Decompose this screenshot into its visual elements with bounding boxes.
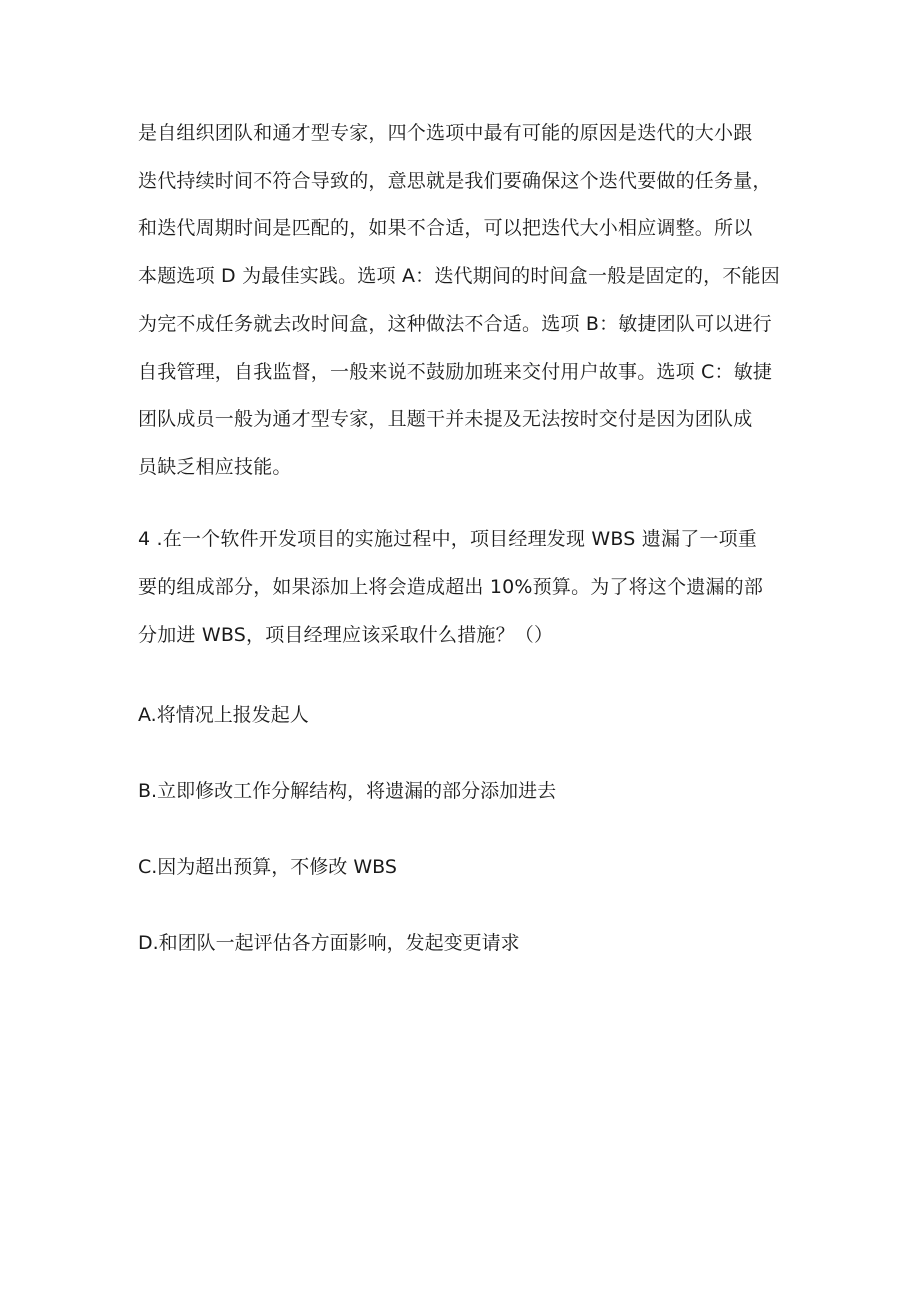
paragraph-line: 员缺乏相应技能。 (138, 456, 292, 478)
paragraph-line: 和迭代周期时间是匹配的，如果不合适，可以把迭代大小相应调整。所以 (138, 217, 753, 239)
paragraph-line: 迭代持续时间不符合导致的，意思就是我们要确保这个迭代要做的任务量， (138, 170, 772, 192)
question-line: 分加进 WBS，项目经理应该采取什么措施？（） (138, 624, 554, 646)
option-b: B.立即修改工作分解结构，将遗漏的部分添加进去 (138, 780, 557, 802)
paragraph-line: 本题选项 D 为最佳实践。选项 A：迭代期间的时间盒一般是固定的，不能因 (138, 265, 780, 287)
question-line: 4 .在一个软件开发项目的实施过程中，项目经理发现 WBS 遗漏了一项重 (138, 528, 757, 550)
paragraph-line: 是自组织团队和通才型专家，四个选项中最有可能的原因是迭代的大小跟 (138, 122, 753, 144)
option-a: A.将情况上报发起人 (138, 704, 309, 726)
paragraph-line: 团队成员一般为通才型专家，且题干并未提及无法按时交付是因为团队成 (138, 408, 753, 430)
option-c: C.因为超出预算，不修改 WBS (138, 856, 397, 878)
paragraph-line: 自我管理，自我监督，一般来说不鼓励加班来交付用户故事。选项 C：敏捷 (138, 361, 773, 383)
question-line: 要的组成部分，如果添加上将会造成超出 10%预算。为了将这个遗漏的部 (138, 576, 764, 598)
option-d: D.和团队一起评估各方面影响，发起变更请求 (138, 932, 520, 954)
paragraph-line: 为完不成任务就去改时间盒，这种做法不合适。选项 B：敏捷团队可以进行 (138, 313, 772, 335)
